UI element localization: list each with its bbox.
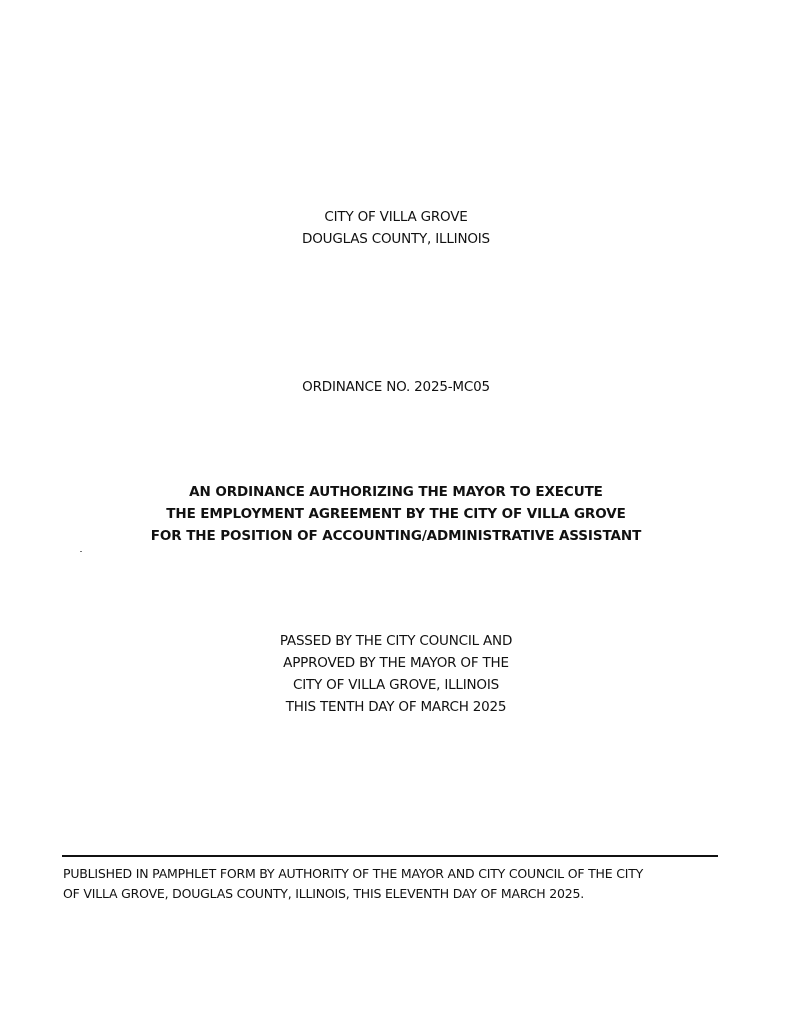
passage-line-4: THIS TENTH DAY OF MARCH 2025 — [285, 699, 507, 715]
passage-line-3: CITY OF VILLA GROVE, ILLINOIS — [292, 677, 500, 693]
ordinance-number: ORDINANCE NO. 2025-MC05 — [302, 379, 490, 395]
horizontal-rule — [62, 855, 718, 857]
scan-speck — [80, 551, 82, 552]
title-line-1: AN ORDINANCE AUTHORIZING THE MAYOR TO EXECUTE — [189, 484, 603, 500]
title-line-3: FOR THE POSITION OF ACCOUNTING/ADMINISTRATIVE ASSISTANT — [150, 528, 642, 544]
ordinance-title — [0, 481, 792, 547]
publication-line-2: OF VILLA GROVE, DOUGLAS COUNTY, ILLINOIS, THIS ELEVENTH DAY OF MARCH 2025. — [63, 886, 584, 901]
passage-line-2: APPROVED BY THE MAYOR OF THE — [283, 655, 509, 671]
title-line-2: THE EMPLOYMENT AGREEMENT BY THE CITY OF VILLA GROVE — [166, 506, 626, 522]
county-state: DOUGLAS COUNTY, ILLINOIS — [302, 231, 490, 247]
publication-line-1: PUBLISHED IN PAMPHLET FORM BY AUTHORITY OF THE MAYOR AND CITY COUNCIL OF THE CITY — [63, 866, 644, 881]
municipality-header — [0, 206, 792, 250]
passage-line-1: PASSED BY THE CITY COUNCIL AND — [279, 633, 513, 649]
publication-notice — [63, 864, 723, 904]
city-name: CITY OF VILLA GROVE — [324, 209, 468, 225]
passage-statement — [0, 630, 792, 718]
